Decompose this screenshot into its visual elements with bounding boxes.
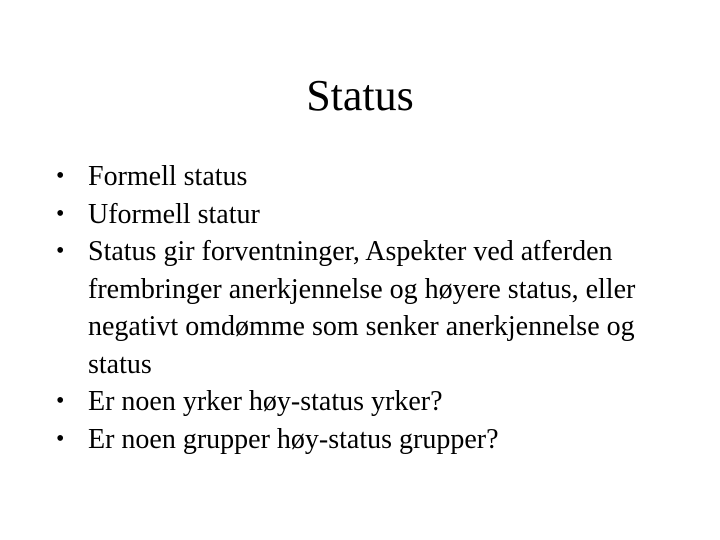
bullet-text: Formell status	[88, 161, 248, 192]
bullet-text: Uformell statur	[88, 198, 260, 230]
bullet-icon: •	[56, 388, 65, 414]
bullet-icon: •	[56, 425, 65, 452]
bullet-item	[54, 383, 674, 421]
bullet-item	[54, 233, 674, 383]
bullet-list	[54, 158, 674, 458]
bullet-text: Status gir forventninger, Aspekter ved atferden frembringer anerkjennelse og høyere status, eller negativt omdømme som senker anerkjennelse og status	[88, 236, 636, 380]
bullet-text: Er noen grupper høy-status grupper?	[88, 423, 499, 455]
bullet-text: Er noen yrker høy-status yrker?	[88, 386, 443, 417]
bullet-item	[54, 421, 674, 459]
bullet-icon: •	[56, 200, 65, 227]
bullet-item	[54, 158, 674, 196]
bullet-item	[54, 196, 674, 234]
bullet-icon: •	[56, 238, 65, 264]
bullet-icon: •	[56, 163, 65, 189]
slide-title: Status	[306, 71, 414, 120]
